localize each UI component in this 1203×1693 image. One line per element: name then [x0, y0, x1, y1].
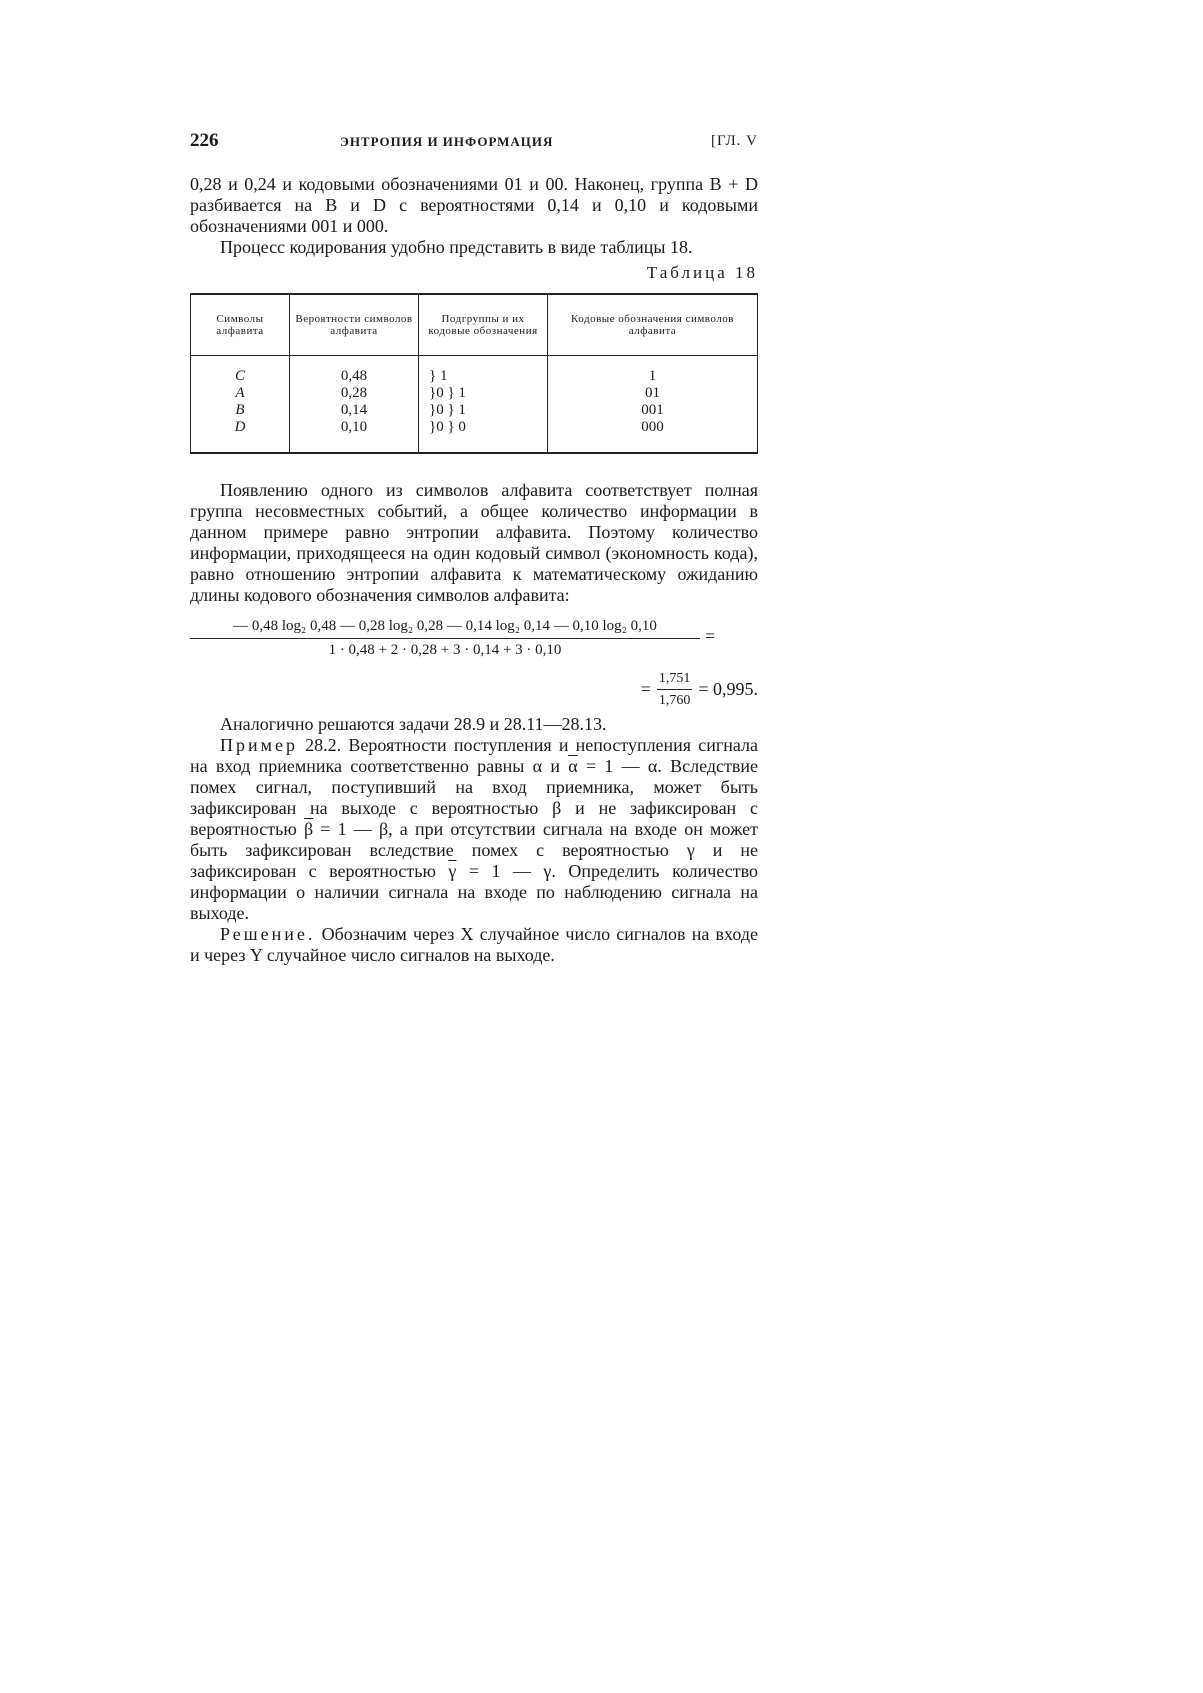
paragraph-5-part-c: = 1 — β, а при отсутствии сигнала на входе он может быть зафиксирован вследствие помех с вероятностью γ и не зафиксирован с вероятностью — [190, 819, 758, 881]
subgroup-code: }0 } 1 — [429, 402, 466, 418]
alpha-bar: $\overline{\alpha}$ — [568, 756, 578, 776]
result-numerator: 1,751 — [657, 668, 693, 690]
formula-result: = 0,995. — [698, 679, 758, 699]
formula-fraction — [190, 616, 700, 661]
paragraph-1: 0,28 и 0,24 и кодовыми обозначениями 01 и 00. Наконец, группа B + D разбивается на B и D с вероятностями 0,14 и 0,10 и кодовыми обозначениями 001 и 000. — [190, 174, 758, 236]
running-title: ЭНТРОПИЯ И ИНФОРМАЦИЯ — [340, 134, 554, 149]
paragraph-5-part-a: 28.2. Вероятности поступления и непоступления сигнала на вход приемника соответственно равны α и — [190, 735, 758, 776]
code: 1 — [648, 368, 657, 384]
running-header — [190, 130, 758, 156]
table-caption: Таблица 18 — [646, 263, 758, 282]
formula-equals: = — [705, 626, 716, 646]
symbol: A — [235, 385, 245, 401]
paragraph-6-text: Обозначим через X случайное число сигналов на входе и через Y случайное число сигналов на выходе. — [190, 924, 758, 965]
codes-cell — [548, 356, 758, 454]
formula — [190, 616, 758, 708]
result-fraction — [657, 668, 693, 711]
code: 01 — [645, 385, 660, 401]
chapter-marker: [ГЛ. V — [710, 133, 758, 149]
table-row — [191, 356, 758, 454]
page-number: 226 — [190, 130, 219, 151]
page-body — [190, 174, 758, 966]
table-header-row — [191, 294, 758, 356]
subgroups-cell — [419, 356, 548, 454]
paragraph-5 — [190, 735, 758, 924]
gamma-bar: $\overline{\gamma}$ — [448, 861, 457, 881]
subgroup-code: }0 } 1 — [429, 385, 466, 401]
probability: 0,14 — [340, 402, 368, 418]
paragraph-5-part-d: = 1 — γ. Определить количество информации о наличии сигнала на входе по наблюдению сигнала на выходе. — [190, 861, 758, 923]
probability: 0,10 — [340, 419, 368, 435]
paragraph-4: Аналогично решаются задачи 28.9 и 28.11—28.13. — [220, 714, 607, 734]
paragraph-5-part-b: = 1 — α. Вследствие помех сигнал, поступивший на вход приемника, может быть зафиксирован на выходе с вероятностью β и не зафиксирован с вероятностью — [190, 756, 758, 839]
symbols-cell — [191, 356, 290, 454]
subgroup-code: }0 } 0 — [429, 419, 466, 435]
solution-label: Решение. — [220, 924, 316, 944]
code: 000 — [641, 419, 664, 435]
subgroup-code: } 1 — [429, 368, 448, 384]
paragraph-6 — [190, 924, 758, 966]
probability: 0,48 — [340, 368, 368, 384]
result-denominator: 1,760 — [658, 693, 691, 708]
table-header-cell: Кодовые обозначения символов алфавита — [548, 294, 758, 356]
code: 001 — [641, 402, 664, 418]
table-header-cell: Подгруппы и их кодовые обозначения — [419, 294, 548, 356]
table-header-cell: Символы алфавита — [191, 294, 290, 356]
formula-denominator: 1 · 0,48 + 2 · 0,28 + 3 · 0,14 + 3 · 0,10 — [328, 642, 562, 658]
symbol: B — [235, 402, 245, 418]
paragraph-3: Появлению одного из символов алфавита соответствует полная группа несовместных событий, а общее количество информации в данном примере равно энтропии алфавита. Поэтому количество информации, приходящееся на один кодовый символ (экономность кода), равно отношению энтропии алфавита к математическому ожиданию длины кодового обозначения символов алфавита: — [190, 480, 758, 605]
formula-equals-2: = — [640, 679, 651, 699]
symbol: D — [234, 419, 246, 435]
example-label: Пример — [220, 735, 299, 755]
symbol: C — [234, 368, 245, 384]
probabilities-cell — [290, 356, 419, 454]
formula-numerator: — 0,48 log₂ 0,48 — 0,28 log₂ 0,28 — 0,14 log₂ 0,14 — 0,10 log₂ 0,10 — [190, 616, 700, 639]
table-header-cell: Вероятности символов алфавита — [290, 294, 419, 356]
coding-table — [190, 293, 758, 454]
formula-result-line — [641, 668, 758, 711]
probability: 0,28 — [340, 385, 368, 401]
beta-bar: $\overline{\beta}$ — [303, 819, 314, 839]
paragraph-2: Процесс кодирования удобно представить в виде таблицы 18. — [220, 237, 693, 257]
